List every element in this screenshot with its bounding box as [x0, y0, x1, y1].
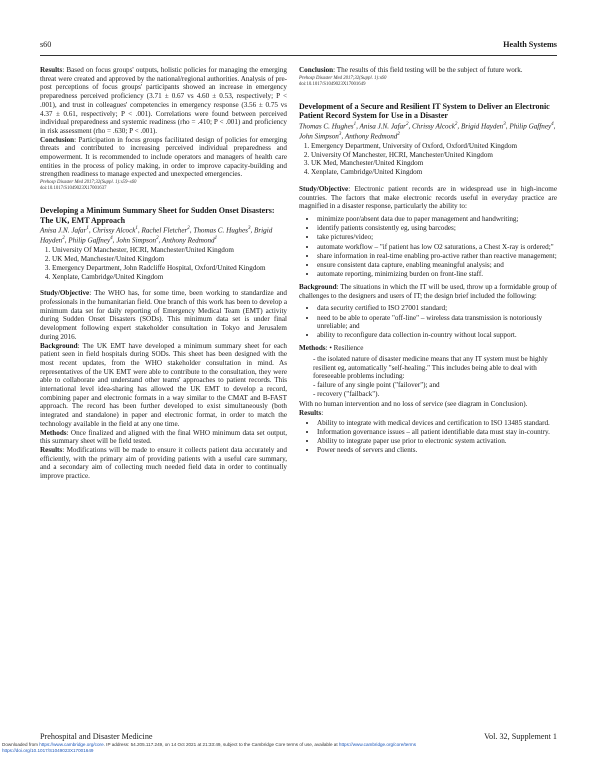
affiliation-item: 4. Xenplate, Cambridge/United Kingdom — [52, 273, 287, 282]
r-background-paragraph — [299, 283, 557, 300]
author-name: Thomas C. Hughes — [193, 226, 248, 235]
r-results-colon: : — [321, 409, 324, 418]
author-name: Brigid Hayden — [40, 226, 273, 245]
author-affiliation-marker: 2 — [62, 236, 65, 242]
affiliation-list — [40, 246, 287, 281]
bullet-item: • ability to reconfigure data collection in-country without local support. — [317, 331, 557, 340]
r-conclusion-label: Conclusion — [299, 66, 334, 74]
results-bullet-list — [299, 419, 557, 455]
bullet-item: • take pictures/video; — [317, 233, 557, 242]
section-title: Health Systems — [503, 40, 557, 49]
header-rule — [40, 55, 557, 56]
r-author-list — [299, 121, 557, 141]
author-name: Anisa J.N. Jafar — [40, 226, 87, 235]
author-affiliation-marker: 3 — [338, 131, 342, 137]
author-affiliation-marker: 1 — [86, 226, 89, 232]
bullet-item: • Ability to integrate with medical devices and certification to ISO 13485 standard. — [317, 419, 557, 428]
results2-text: : Modifications will be made to ensure it collects patient data accurately and efficiently, with the primary aim of providing patients with a useful care summary, and a secondary aim of collecting much needed field data in order to continually improve practice. — [40, 445, 287, 481]
affiliation-item: 1. University Of Manchester, HCRI, Manchester/United Kingdom — [52, 246, 287, 255]
r-methods-first: : • Resilience — [325, 344, 364, 353]
bullet-item: • automate reporting, minimizing burden on front-line staff. — [317, 270, 557, 279]
author-separator: , — [408, 122, 413, 131]
author-affiliation-marker: 2 — [405, 121, 409, 127]
page-number: s60 — [40, 40, 52, 49]
author-list — [40, 225, 287, 245]
author-separator: , — [457, 122, 461, 131]
download-notice — [2, 742, 598, 754]
author-name: Thomas C. Hughes — [299, 122, 354, 131]
terms-link[interactable]: https://www.cambridge.org/core/terms — [338, 742, 417, 747]
author-name: Anthony Redmond — [162, 236, 215, 245]
core-link[interactable]: https://www.cambridge.org/core — [39, 742, 104, 747]
author-affiliation-marker: 2 — [156, 236, 159, 242]
left-column — [40, 66, 287, 481]
author-separator: , — [137, 226, 142, 235]
r-study-text: : Electronic patient records are in widespread use in high-income countries. The factors that make electronic records useful in everyday practice are magnified in a disaster response, particularly the ability to: — [299, 184, 557, 211]
bullet-item: • need to be able to operate "off-line" – wireless data transmission is notoriously unreliable; and — [317, 314, 557, 331]
r-conclusion-text: : The results of this field testing will be the subject of future work. — [333, 66, 523, 74]
background-text: : The UK EMT have developed a minimum summary sheet for each patient seen in field hospitals during SODs. This sheet has been designed with the most recent updates, from the WHO stakeholder consultation in mind. As representatives of the UK EMT were able to contribute to the consultation, they were able to collaborate and understand other teams' approaches to patient records. This international level idea-sharing has allowed the UK EMT to develop a record, combining paper and electronic formats in a way similar to the CMAT and B-FAST approach. The record has been further developed to exist simultaneously (both integrated and standalone) in paper and electronic format, in order to match the technology available in the field at any one time. — [40, 341, 287, 428]
author-affiliation-marker: 3 — [503, 121, 506, 127]
author-separator: , — [341, 132, 345, 141]
author-name: Rachel Fletcher — [141, 226, 188, 235]
author-affiliation-marker: 2 — [187, 226, 190, 232]
r-background-label: Background — [299, 282, 337, 291]
r-citation: Prehosp Disaster Med 2017;32(Suppl. 1):s60 — [299, 75, 387, 81]
methods-label: Methods — [40, 428, 67, 437]
author-name: John Simpson — [299, 132, 339, 141]
bullet-item: • Power needs of servers and clients. — [317, 446, 557, 455]
author-name: Philip Gaffney — [509, 122, 552, 131]
affiliation-item: 2. UK Med, Manchester/United Kingdom — [52, 255, 287, 264]
author-separator: , — [505, 122, 510, 131]
author-separator: , — [64, 236, 69, 245]
author-name: Anisa J.N. Jafar — [359, 122, 406, 131]
author-affiliation-marker: 2 — [454, 121, 458, 127]
bullet-item: • automate workflow – "if patient has low O2 saturations, a Chest X-ray is ordered;" — [317, 243, 557, 252]
doi-link[interactable]: https://doi.org/10.1017/S1049023X17001649 — [2, 748, 94, 753]
journal-name: Prehospital and Disaster Medicine — [40, 732, 153, 741]
author-separator: , — [250, 226, 255, 235]
affiliation-item: 1. Emergency Department, University of Oxford, Oxford/United Kingdom — [311, 142, 557, 151]
background-bullet-list — [299, 304, 557, 340]
author-separator: , — [112, 236, 117, 245]
background-paragraph — [40, 342, 287, 429]
study-paragraph — [40, 289, 287, 341]
author-separator: , — [158, 236, 163, 245]
author-affiliation-marker: 2 — [397, 131, 400, 137]
download-prefix: Downloaded from — [2, 742, 40, 747]
conclusion-text: : Participation in focus groups facilitated design of policies for emerging threats and contributed to increasing perceived individual preparedness and empowerment. It is recommended to include operators and managers of health care entities in the process of policy making, in order to improve capacity-building and strengthen readiness to manage expected and unexpected emergencies. — [40, 135, 287, 179]
methods-paragraph — [40, 429, 287, 446]
results2-paragraph — [40, 446, 287, 481]
affiliation-item: 3. UK Med, Manchester/United Kingdom — [311, 159, 557, 168]
study-text: : The WHO has, for some time, been working to standardize and professionals in the humanitarian field. One branch of this work has been to develop a minimum data set for daily reporting of Emergency Medical Team (EMT) activity during Sudden Onset Disasters (SODs). This minimum data set is under final development following expert stakeholder consultation in Tokyo and Jerusalem during 2016. — [40, 289, 287, 341]
conclusion-label: Conclusion — [40, 135, 75, 144]
dash-item: - the isolated nature of disaster medicine means that any IT system must be highly resilient eg, automatically "self-healing." This includes being able to deal with foreseeable problems including: — [313, 354, 548, 381]
author-affiliation-marker: 1 — [214, 236, 218, 242]
r-results-paragraph — [299, 409, 557, 418]
conclusion-paragraph — [40, 136, 287, 180]
download-middle: . IP address: 54.205.117.249, on 14 Oct 2021 at 21:33:49, subject to the Cambridge Core terms of use, available at — [103, 742, 339, 747]
background-label: Background — [40, 341, 78, 350]
bullet-item: • share information in real-time enabling pro-active rather than reactive management; — [317, 252, 557, 261]
results-label: Results — [40, 66, 63, 74]
results-text: : Based on focus groups' outputs, holistic policies for managing the emerging threat were created and approved by the national/regional authorities. Analysis of pre-post perceptions of focus groups' participants showed an increase in emergency preparedness perceived proficiency (3.71 ± 0.67 vs 4.60 ± 0.53, respectively; P < .001), and trust in colleagues' competencies in emergency response (3.56 ± 0.75 vs 4.37 ± 0.61, respectively; P < .001). Correlations were found between perceived individual preparedness and systemic readiness (rho = .410; P < .001) and proficiency in risk assessment (rho = .630; P < .001). — [40, 66, 287, 135]
author-name: Chrissy Alcock — [92, 226, 136, 235]
author-separator: , — [88, 226, 93, 235]
bullet-item: • identify patients consistently eg, using barcodes; — [317, 224, 557, 233]
dash-item: - recovery ("failback"). — [313, 389, 380, 398]
bullet-item: • Ability to integrate paper use prior to electronic system activation. — [317, 437, 557, 446]
dash-item: - failure of any single point ("failover"); and — [313, 380, 440, 389]
bullet-item: • data security certified to ISO 27001 standard; — [317, 304, 557, 313]
right-column — [299, 66, 557, 459]
results-paragraph — [40, 66, 287, 136]
affiliation-item: 3. Emergency Department, John Radcliffe Hospital, Oxford/United Kingdom — [52, 264, 287, 273]
author-name: Brigid Hayden — [461, 122, 504, 131]
author-affiliation-marker: 4 — [110, 236, 113, 242]
r-conclusion-paragraph — [299, 66, 557, 75]
author-affiliation-marker: 3 — [247, 226, 251, 232]
r-background-text: : The situations in which the IT will be used, throw up a formidable group of challenges to the designers and users of IT; the design brief included the following: — [299, 282, 557, 300]
r-methods-after: With no human intervention and no loss of service (see diagram in Conclusion). — [299, 400, 528, 409]
author-name: Philip Gaffney — [68, 236, 111, 245]
author-affiliation-marker: 1 — [135, 226, 138, 232]
study-bullet-list — [299, 215, 557, 279]
results2-label: Results — [40, 445, 63, 454]
author-name: John Simpson — [116, 236, 157, 245]
r-methods-label: Methods — [299, 344, 326, 353]
study-label: Study/Objective — [40, 289, 90, 298]
r-results-label: Results — [299, 409, 322, 418]
citation: Prehosp Disaster Med 2017;32(Suppl. 1):s59–s60 — [40, 180, 137, 186]
affiliation-item: 4. Xenplate, Cambridge/United Kingdom — [311, 168, 557, 177]
volume-info: Vol. 32, Supplement 1 — [484, 732, 557, 741]
running-header — [40, 40, 557, 52]
r-article-title: Development of a Secure and Resilient IT System to Deliver an Electronic Patient Record System for Use in a Disaster — [299, 101, 550, 121]
affiliation-item: 2. University Of Manchester, HCRI, Manchester/United Kingdom — [311, 151, 557, 160]
methods-text: : Once finalized and aligned with the final WHO minimum data set output, this summary sheet will be field tested. — [40, 428, 287, 446]
bullet-item: • ensure consistent data capture, enabling meaningful analysis; and — [317, 261, 557, 270]
author-separator: , — [356, 122, 360, 131]
author-affiliation-marker: 4 — [551, 121, 554, 127]
author-affiliation-marker: 1 — [353, 121, 357, 127]
doi: doi:10.1017/S1049023X17001637 — [40, 186, 107, 192]
article-title: Developing a Minimum Summary Sheet for Sudden Onset Disasters: The UK, EMT Approach — [40, 206, 275, 225]
author-separator: , — [553, 122, 556, 131]
methods-dash-list — [313, 355, 557, 399]
r-doi: doi:10.1017/S1049023X17001649 — [299, 81, 366, 87]
r-affiliation-list — [299, 142, 557, 177]
r-study-label: Study/Objective — [299, 184, 349, 193]
bullet-item: • Information governance issues – all patient identifiable data must stay in-country. — [317, 428, 557, 437]
author-name: Anthony Redmond — [344, 132, 398, 141]
r-study-paragraph — [299, 185, 557, 211]
author-separator: , — [189, 226, 194, 235]
author-name: Chrissy Alcock — [412, 122, 455, 131]
bullet-item: • minimize poor/absent data due to paper management and handwriting; — [317, 215, 557, 224]
r-methods-paragraph — [299, 344, 557, 353]
